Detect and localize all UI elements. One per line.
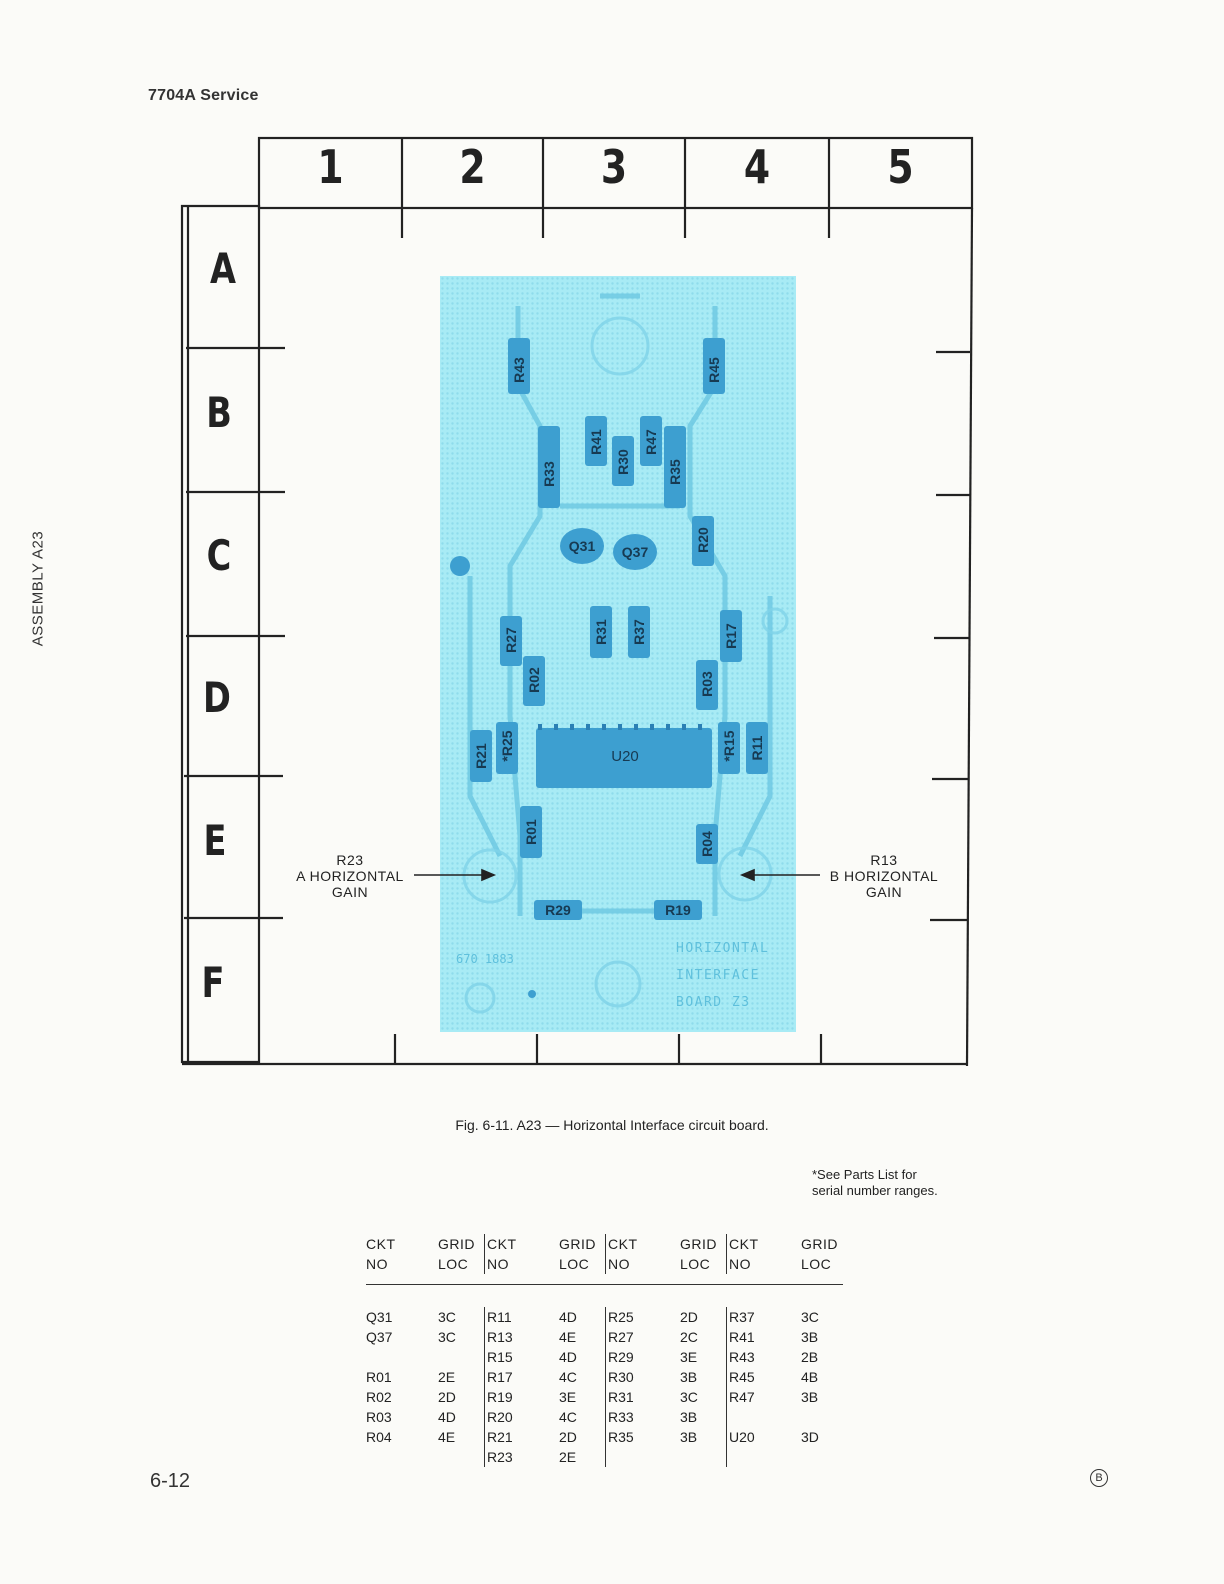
board-silk-line-2: INTERFACE (676, 968, 760, 983)
grid-row-label-e: E (203, 816, 227, 865)
serial-note-line-1: *See Parts List for (812, 1167, 917, 1182)
header-ckt-4: CKT NO (729, 1236, 759, 1272)
board-label-u20: U20 (611, 748, 639, 765)
board-label-r35: R35 (667, 459, 683, 485)
board-label-q37: Q37 (621, 544, 649, 560)
header-ckt-3: CKT NO (608, 1236, 638, 1272)
grid-row-label-c: C (206, 531, 232, 580)
grid-col-label-3: 3 (600, 140, 628, 194)
grid-row-label-b: B (206, 388, 232, 437)
callout-r23-line2: GAIN (331, 884, 369, 900)
grid-row-label-a: A (209, 244, 236, 293)
board-label-r37: R37 (631, 619, 647, 645)
board-label-r04: R04 (699, 831, 715, 857)
col-loc-1: 3C 3C 2E 2D 4D 4E (438, 1307, 485, 1467)
board-label-r17: R17 (723, 623, 739, 649)
header-ckt-1: CKT NO (366, 1236, 396, 1272)
col-loc-2: 4D 4E 4D 4C 3E 4C 2D 2E (559, 1307, 606, 1467)
figure-caption: Fig. 6-11. A23 — Horizontal Interface circuit board. (455, 1117, 769, 1133)
col-ckt-4: R37 R41 R43 R45 R47 U20 (729, 1309, 755, 1445)
page-header-title: 7704A Service (148, 87, 259, 104)
callout-r13-ref: R13 (870, 852, 898, 868)
grid-col-label-5: 5 (887, 140, 914, 194)
serial-note-line-2: serial number ranges. (812, 1183, 938, 1198)
grid-col-label-1: 1 (317, 140, 344, 194)
header-ckt-2: CKT NO (487, 1236, 517, 1272)
col-loc-4: 3C 3B 2B 4B 3B 3D (801, 1309, 819, 1445)
grid-col-label-2: 2 (459, 140, 486, 194)
board-label-r47: R47 (643, 429, 659, 455)
callout-r13-line1: B HORIZONTAL (829, 868, 939, 884)
grid-row-label-f: F (201, 958, 225, 1007)
header-grid-2: GRID LOC (559, 1234, 606, 1274)
side-tab-label: ASSEMBLY A23 (29, 530, 47, 647)
board-silk-line-1: HORIZONTAL (676, 941, 770, 956)
grid-column-header (259, 140, 972, 206)
table-header-row (366, 1234, 843, 1274)
board-part-number: 670 1883 (456, 952, 514, 966)
grid-col-label-4: 4 (743, 140, 771, 194)
col-ckt-2: R11 R13 R15 R17 R19 R20 R21 R23 (487, 1309, 513, 1465)
board-label-r29: R29 (545, 902, 571, 918)
col-ckt-1: Q31 Q37 R01 R02 R03 R04 (366, 1309, 393, 1445)
callout-r13 (814, 852, 954, 900)
board-label-r01: R01 (523, 819, 539, 845)
board-components (440, 276, 796, 1032)
callout-r23-line1: A HORIZONTAL (296, 868, 404, 884)
board-label-r27: R27 (503, 627, 519, 653)
page-number: 6-12 (150, 1470, 191, 1492)
board-label-r30: R30 (615, 449, 631, 475)
callout-r23-ref: R23 (336, 852, 364, 868)
table-body-row (366, 1307, 843, 1467)
board-label-r03: R03 (699, 671, 715, 697)
header-grid-1: GRID LOC (438, 1234, 485, 1274)
board-label-r15: *R15 (721, 730, 737, 762)
serial-note (812, 1167, 938, 1199)
callout-r23 (280, 852, 420, 900)
grid-row-header (188, 206, 258, 1062)
callout-r13-line2: GAIN (865, 884, 903, 900)
header-grid-4: GRID LOC (801, 1236, 838, 1272)
revision-mark: B (1090, 1469, 1108, 1487)
grid-row-label-d: D (203, 673, 231, 722)
col-loc-3: 2D 2C 3E 3B 3C 3B 3B (680, 1307, 727, 1467)
board-label-r20: R20 (695, 527, 711, 553)
board-label-r19: R19 (665, 902, 691, 918)
board-label-q31: Q31 (568, 538, 596, 554)
board-label-r11: R11 (749, 735, 765, 761)
board-label-r33: R33 (541, 461, 557, 487)
board-label-r25: *R25 (499, 730, 515, 762)
board-label-r45: R45 (706, 357, 722, 383)
board-label-r43: R43 (511, 357, 527, 383)
board-silk-line-3: BOARD Z3 (676, 995, 751, 1010)
parts-location-table (366, 1234, 843, 1467)
col-ckt-3: R25 R27 R29 R30 R31 R33 R35 (608, 1309, 634, 1445)
board-label-r02: R02 (526, 667, 542, 693)
header-grid-3: GRID LOC (680, 1234, 727, 1274)
board-label-r31: R31 (593, 619, 609, 645)
board-label-r41: R41 (588, 429, 604, 455)
board-component-bodies (440, 276, 796, 1032)
board-label-r21: R21 (473, 743, 489, 769)
